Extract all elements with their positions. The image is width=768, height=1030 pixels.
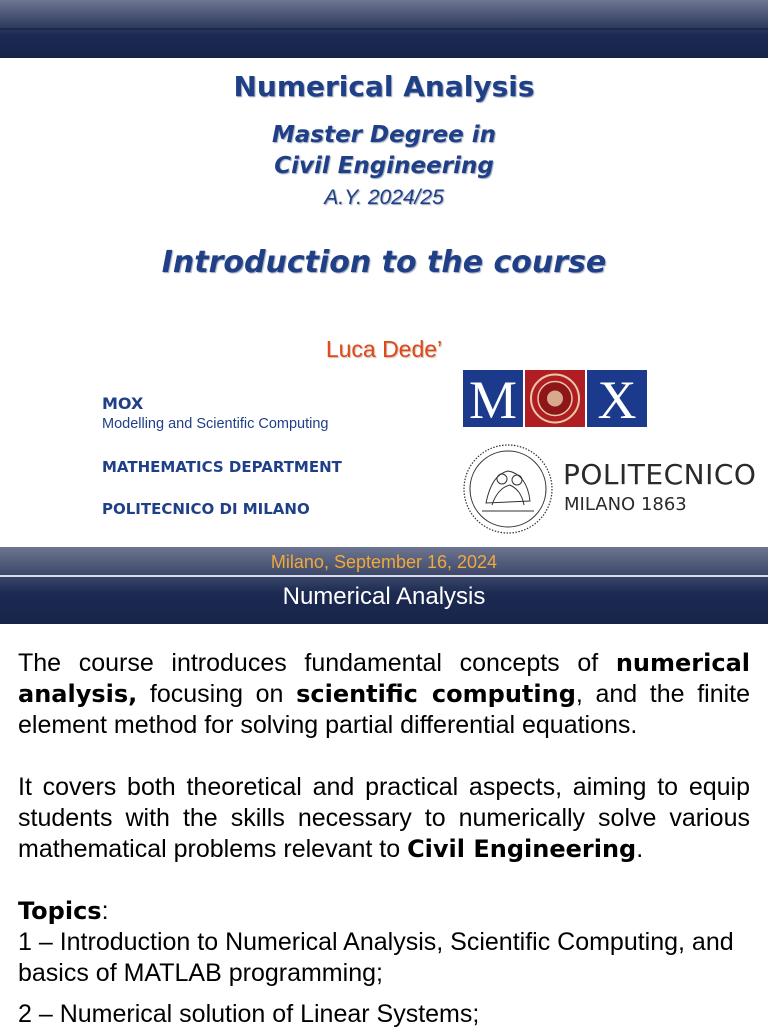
mox-logo <box>463 370 647 427</box>
academic-year: A.Y. 2024/25 <box>324 186 444 209</box>
affiliation-group: MOX <box>102 394 144 413</box>
svg-text:M: M <box>468 370 518 427</box>
course-description <box>18 648 750 1030</box>
lecture-title: Introduction to the course <box>161 245 607 280</box>
affiliation-university: POLITECNICO DI MILANO <box>102 500 310 518</box>
top-header-band <box>0 0 768 58</box>
course-title: Numerical Analysis <box>233 70 535 103</box>
topic-item-2: 2 – Numerical solution of Linear Systems; <box>18 1000 480 1028</box>
degree-line-1: Master Degree in <box>271 122 496 148</box>
author-name: Luca Dede’ <box>325 336 443 362</box>
degree-line-2: Civil Engineering <box>274 153 494 179</box>
politecnico-seal-logo <box>462 443 554 535</box>
topic-item-1: 1 – Introduction to Numerical Analysis, Scientific Computing, and basics of MATLAB programming; <box>18 928 734 987</box>
paragraph-intro: The course introduces fundamental concepts of numerical analysis, focusing on scientific computing, and the finite element method for solving partial differential equations. <box>18 649 750 739</box>
paragraph-aims: It covers both theoretical and practical aspects, aiming to equip students with the skills necessary to numerically solve various mathematical problems relevant to Civil Engineering. <box>18 773 750 863</box>
politecnico-logo-city: MILANO 1863 <box>564 494 687 515</box>
affiliation-department: MATHEMATICS DEPARTMENT <box>102 458 342 476</box>
presentation-date: Milano, September 16, 2024 <box>270 552 498 572</box>
politecnico-logo-name: POLITECNICO <box>563 458 757 491</box>
topics-heading: Topics: <box>18 897 109 925</box>
svg-text:X: X <box>597 370 637 427</box>
affiliation-group-full: Modelling and Scientific Computing <box>102 416 329 432</box>
footer-course-title: Numerical Analysis <box>282 583 486 610</box>
